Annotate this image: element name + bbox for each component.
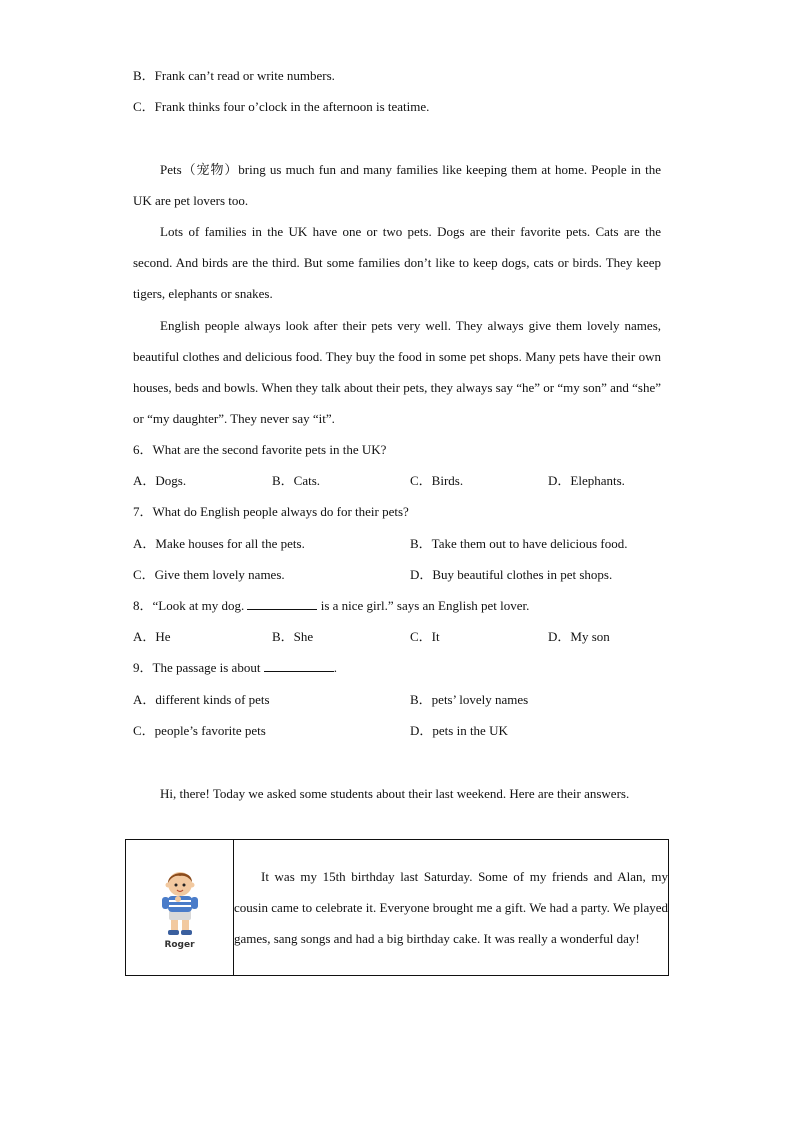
q8-option-b: B．She [272, 629, 314, 644]
q8-option-d: D．My son [548, 629, 610, 644]
answer-text-cell [234, 840, 669, 976]
question-9-stem [133, 659, 337, 677]
q9-stem-before: 9．The passage is about [133, 660, 261, 675]
avatar-name-label: Roger [164, 939, 195, 950]
avatar-cell [126, 840, 234, 976]
q8-option-c: C．It [410, 629, 440, 644]
q6-option-d: D．Elephants. [548, 473, 625, 488]
q7-option-b: B．Take them out to have delicious food. [410, 536, 628, 551]
q7-option-d: D．Buy beautiful clothes in pet shops. [410, 567, 613, 582]
q9-option-b: B．pets’ lovely names [410, 692, 529, 707]
q9-option-c: C．people’s favorite pets [133, 723, 266, 738]
question-8-stem [133, 597, 529, 615]
q6-option-c: C．Birds. [410, 473, 464, 488]
roger-answer-text: It was my 15th birthday last Saturday. Some of my friends and Alan, my cousin came to celebrate it. Everyone brought me a gift. We had a party. We played games, sang songs and had a big birthday cake. It was really a wonderful day! [234, 869, 668, 946]
question-6-stem: 6．What are the second favorite pets in the UK? [133, 442, 387, 457]
q8-blank [247, 597, 317, 610]
boy-avatar-icon [156, 866, 204, 940]
q9-option-d: D．pets in the UK [410, 723, 508, 738]
passage-paragraph-3: English people always look after their pets very well. They always give them lovely names, beautiful clothes and delicious food. They buy the food in some pet shops. Many pets have their own houses, beds and bowls. When they talk about their pets, they always say “he” or “my son” and “she” or “my daughter”. They never say “it”. [133, 318, 661, 426]
answers-table [125, 839, 669, 976]
question-7-stem: 7．What do English people always do for their pets? [133, 504, 409, 519]
q9-blank [264, 659, 334, 672]
q8-option-a: A．He [133, 629, 171, 644]
q6-option-a: A．Dogs. [133, 473, 187, 488]
option-b-prev: B．Frank can’t read or write numbers. [133, 68, 335, 83]
passage-paragraph-2: Lots of families in the UK have one or two pets. Dogs are their favorite pets. Cats are the second. And birds are the third. But some families don’t like to keep dogs, cats or birds. They keep tigers, elephants or snakes. [133, 224, 661, 301]
q8-stem-before: 8．“Look at my dog. [133, 598, 245, 613]
passage-paragraph-1: Pets（宠物）bring us much fun and many families like keeping them at home. People in the UK are pet lovers too. [133, 162, 661, 208]
q9-stem-after: . [333, 660, 337, 675]
q7-option-c: C．Give them lovely names. [133, 567, 285, 582]
q8-stem-after: is a nice girl.” says an English pet lover. [320, 598, 530, 613]
table-row [126, 840, 669, 976]
q6-option-b: B．Cats. [272, 473, 321, 488]
q9-option-a: A．different kinds of pets [133, 692, 270, 707]
option-c-prev: C．Frank thinks four o’clock in the afternoon is teatime. [133, 99, 430, 114]
passage3-intro: Hi, there! Today we asked some students about their last weekend. Here are their answers. [160, 786, 630, 801]
q7-option-a: A．Make houses for all the pets. [133, 536, 305, 551]
